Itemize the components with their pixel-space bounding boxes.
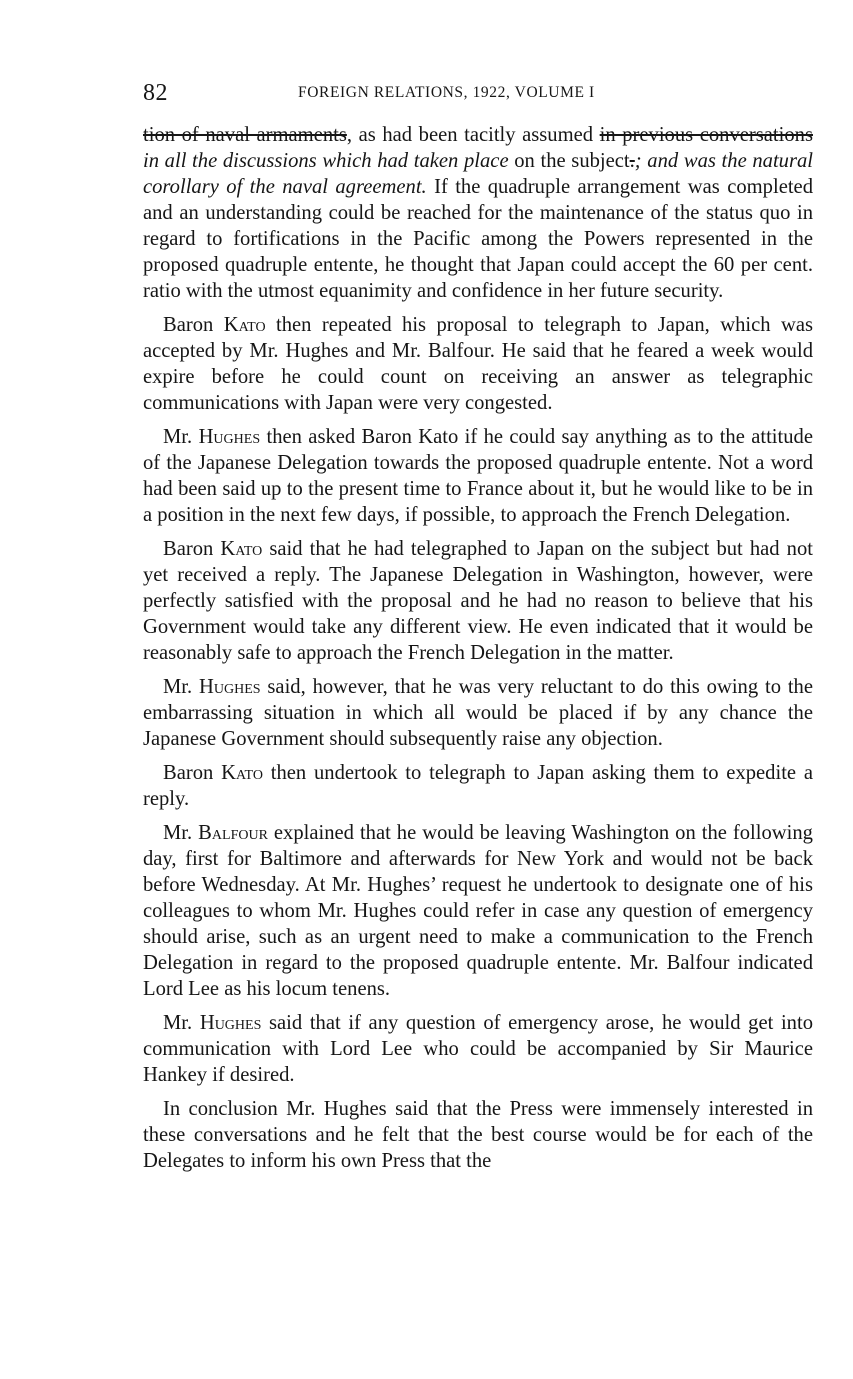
title-prefix: Baron <box>163 762 222 784</box>
paragraph-2 <box>143 312 813 416</box>
text-run: , as had been tacitly assumed <box>346 124 600 146</box>
paragraph-3 <box>143 424 813 528</box>
title-prefix: Mr. <box>163 676 200 698</box>
paragraph-5 <box>143 674 813 752</box>
speaker-name: Kato <box>221 762 263 784</box>
text-run: explained that he would be leaving Washington on the following day, first for Baltimore and afterwards for New York and would not be back before Wednesday. At Mr. Hughes’ request he undertook to designate one of his colleagues to whom Mr. Hughes could refer in case any question of emergency should arise, such as an urgent need to make a communication to the French Delegation in regard to the proposed quadruple entente. Mr. Balfour indicated Lord Lee as his locum tenens. <box>143 822 813 1000</box>
running-head: FOREIGN RELATIONS, 1922, VOLUME I <box>298 84 595 101</box>
title-prefix: Mr. <box>163 1012 200 1034</box>
struck-text: . <box>629 150 635 172</box>
page-number: 82 <box>143 80 168 106</box>
paragraph-6 <box>143 760 813 812</box>
text-run: then repeated his proposal to telegraph to Japan, which was accepted by Mr. Hughes and Mr. Balfour. He said that he feared a week would expire before he could count on receiving an answer as telegraphic communications with Japan were very congested. <box>143 314 813 414</box>
text-run: If the quadruple arrangement was completed and an understanding could be reached for the maintenance of the status quo in regard to fortifications in the Pacific among the Powers represented in the proposed quadruple entente, he thought that Japan could accept the 60 per cent. ratio with the utmost equanimity and confidence in her future security. <box>143 176 813 302</box>
paragraph-7 <box>143 820 813 1002</box>
document-page <box>143 78 813 1182</box>
speaker-name: Hughes <box>199 1012 262 1034</box>
text-run: said that if any question of emergency arose, he would get into communication with Lord Lee who could be accompanied by Sir Maurice Hankey if desired. <box>143 1012 813 1086</box>
struck-text: in previous conversations <box>599 124 813 146</box>
speaker-name: Kato <box>220 538 263 560</box>
paragraph-9 <box>143 1096 813 1174</box>
text-run: then undertook to telegraph to Japan asking them to expedite a reply. <box>143 762 813 810</box>
speaker-name: Hughes <box>199 676 261 698</box>
inserted-italic-text: in all the discussions which had taken place <box>143 150 509 172</box>
paragraph-4 <box>143 536 813 666</box>
text-run: said, however, that he was very reluctant to do this owing to the embarrassing situation in which all would be placed if by any chance the Japanese Government should subsequently raise any objection. <box>143 676 813 750</box>
struck-text: tion of naval armaments <box>143 124 347 146</box>
speaker-name: Balfour <box>198 822 268 844</box>
title-prefix: Mr. <box>163 822 199 844</box>
page-header <box>143 78 813 108</box>
speaker-name: Kato <box>223 314 266 336</box>
body-text <box>143 122 813 1174</box>
text-run: then asked Baron Kato if he could say anything as to the attitude of the Japanese Delegation towards the proposed quadruple entente. Not a word had been said up to the present time to France about it, but he would like to be in a position in the next few days, if possible, to approach the French Delegation. <box>143 426 813 526</box>
text-run: In conclusion Mr. Hughes said that the Press were immensely interested in these conversations and he felt that the best course would be for each of the Delegates to inform his own Press that the <box>143 1098 813 1172</box>
paragraph-1 <box>143 122 813 304</box>
title-prefix: Baron <box>163 314 224 336</box>
text-run: said that he had telegraphed to Japan on the subject but had not yet received a reply. The Japanese Delegation in Washington, however, were perfectly satisfied with the proposal and he had no reason to believe that his Government would take any different view. He even indicated that it would be reasonably safe to approach the French Delegation in the matter. <box>143 538 813 664</box>
speaker-name: Hughes <box>198 426 261 448</box>
title-prefix: Baron <box>163 538 221 560</box>
inserted-italic-text: ; and was the natural corollary of the naval agreement. <box>143 150 814 198</box>
text-run: on the subject <box>508 150 630 172</box>
title-prefix: Mr. <box>163 426 199 448</box>
paragraph-8 <box>143 1010 813 1088</box>
